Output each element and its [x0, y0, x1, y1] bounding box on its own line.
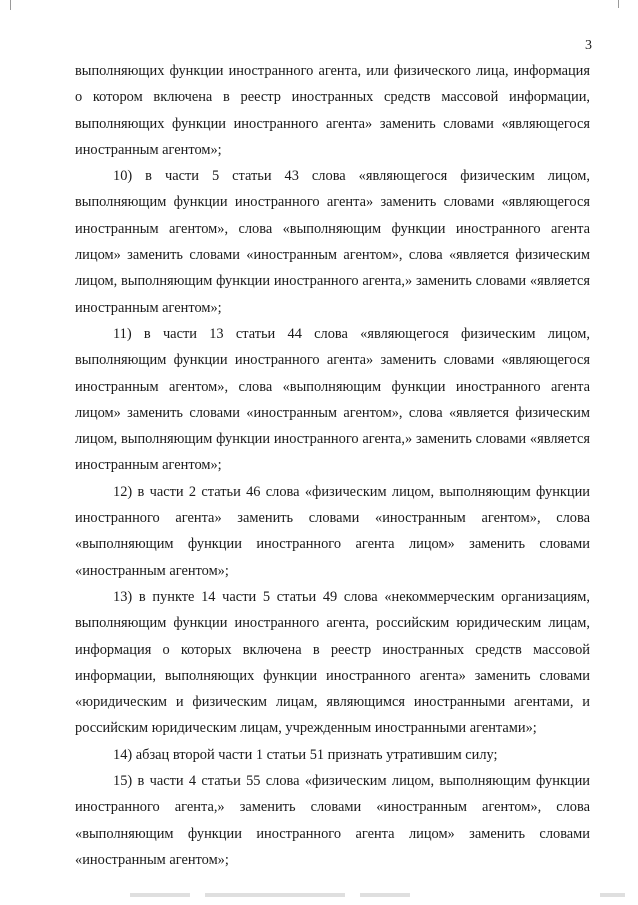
page-number: 3	[585, 38, 592, 53]
paragraph-item-13: 13) в пункте 14 части 5 статьи 49 слова «некоммерческим организациям, выполняющим функции иностранного агента, российским юридическим лицам, информация о которых включена в реестр иностранных средств массовой информации, выполняющих функции иностранного агента» заменить словами «юридическим и физическим лицам, являющимся иностранными агентами, и российским юридическим лицам, учрежденным иностранными агентами»;	[75, 588, 590, 737]
scan-edge-mark	[10, 0, 11, 10]
paragraph-item-12: 12) в части 2 статьи 46 слова «физическим лицом, выполняющим функции иностранного агента» заменить словами «иностранным агентом», слова «выполняющим функции иностранного агента лицом» заменить словами «иностранным агентом»;	[75, 483, 590, 579]
paragraph-item-14: 14) абзац второй части 1 статьи 51 признать утратившим силу;	[113, 746, 498, 763]
paragraph-item-10: 10) в части 5 статьи 43 слова «являющегося физическим лицом, выполняющим функции иностранного агента» заменить словами «являющегося иностранным агентом», слова «выполняющим функции иностранного агента лицом» заменить словами «иностранным агентом», слова «является физическим лицом, выполняющим функции иностранного агента,» заменить словами «является иностранным агентом»;	[75, 168, 590, 316]
scan-artifact	[600, 893, 625, 897]
paragraph-continuation: выполняющих функции иностранного агента, или физического лица, информация о котором включена в реестр иностранных средств массовой информации, выполняющих функции иностранного агента» заменить словами «являющегося иностранным агентом»;	[75, 63, 590, 158]
paragraph-item-11: 11) в части 13 статьи 44 слова «являющегося физическим лицом, выполняющим функции иностранного агента» заменить словами «являющегося иностранным агентом», слова «выполняющим функции иностранного агента лицом» заменить словами «иностранным агентом», слова «является физическим лицом, выполняющим функции иностранного агента,» заменить словами «является иностранным агентом»;	[75, 325, 590, 474]
scan-artifact	[205, 893, 345, 897]
scan-artifact	[360, 893, 410, 897]
document-body	[75, 58, 590, 873]
scan-artifact	[130, 893, 190, 897]
scan-edge-mark	[618, 0, 619, 8]
paragraph-item-15: 15) в части 4 статьи 55 слова «физическим лицом, выполняющим функции иностранного агента,» заменить словами «иностранным агентом», слова «выполняющим функции иностранного агента лицом» заменить словами «иностранным агентом»;	[75, 773, 590, 868]
